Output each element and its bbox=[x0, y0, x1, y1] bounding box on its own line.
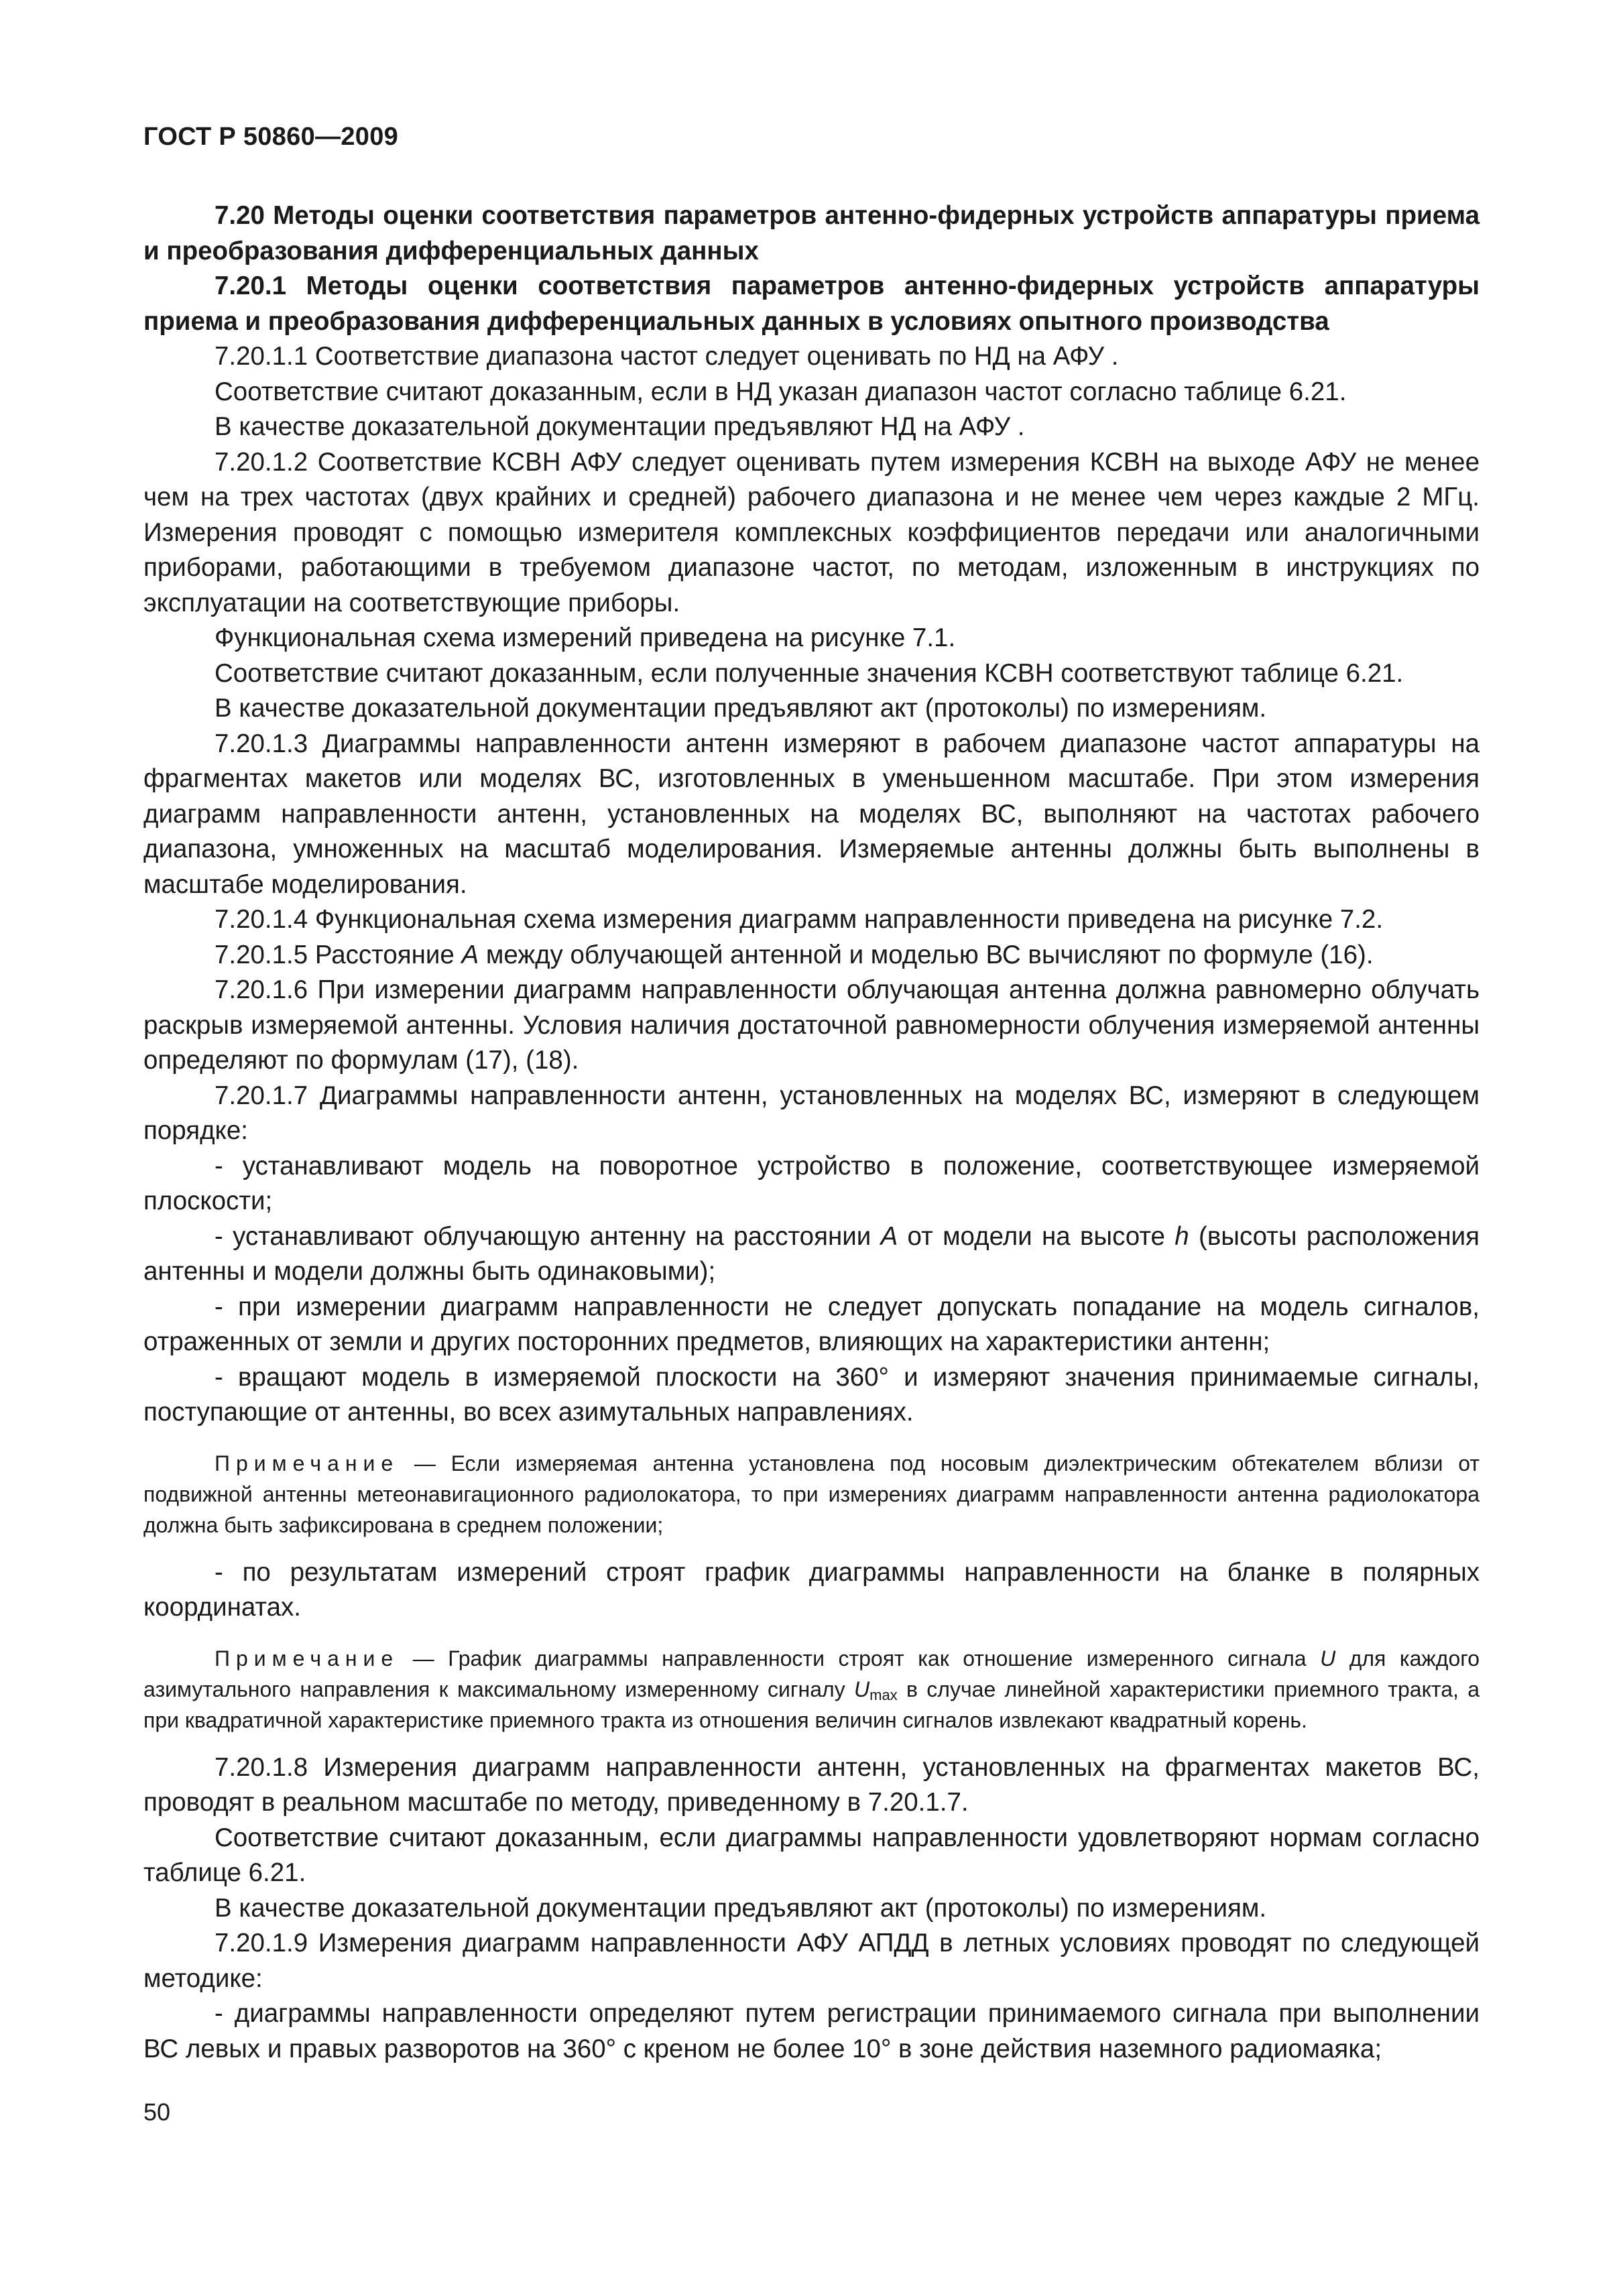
list-item: - при измерении диаграмм направленности не следует допускать попадание на модель сигналов, отраженных от земли и других посторонних предметов, влияющих на характеристики антенн; bbox=[143, 1292, 1480, 1356]
paragraph-7-20-1-5 bbox=[143, 938, 1480, 973]
paragraph-7-20-1-6: 7.20.1.6 При измерении диаграмм направленности облучающая антенна должна равномерно облучать раскрыв измеряемой антенны. Условия наличия достаточной равномерности облучения измеряемой антенны определяют по формулам (17), (18). bbox=[143, 975, 1480, 1075]
note-label: Примечание bbox=[215, 1451, 400, 1475]
document-id-header: ГОСТ Р 50860—2009 bbox=[143, 123, 399, 151]
note-text: — График диаграммы направленности строят как отношение измеренного сигнала bbox=[399, 1646, 1321, 1671]
paragraph: В качестве доказательной документации предъявляют акт (протоколы) по измерениям. bbox=[215, 1893, 1267, 1923]
note-text: в случае линейной характеристики приемного тракта, а при квадратичной характеристике приемного тракта из отношения величин сигналов извлекают квадратный корень. bbox=[143, 1677, 1480, 1732]
note-1 bbox=[143, 1448, 1480, 1540]
text-run: (высоты расположения антенны и модели должны быть одинаковыми); bbox=[143, 1221, 1480, 1286]
paragraph: В качестве доказательной документации предъявляют НД на АФУ . bbox=[215, 412, 1025, 441]
paragraph-7-20-1-4: 7.20.1.4 Функциональная схема измерения диаграмм направленности приведена на рисунке 7.2. bbox=[215, 905, 1384, 934]
paragraph-7-20-1-1: 7.20.1.1 Соответствие диапазона частот следует оценивать по НД на АФУ . bbox=[215, 342, 1119, 371]
paragraph-7-20-1-7: 7.20.1.7 Диаграммы направленности антенн, установленных на моделях ВС, измеряют в следующем порядке: bbox=[143, 1081, 1480, 1145]
variable-a: A bbox=[880, 1221, 898, 1251]
section-heading-7-20: 7.20 Методы оценки соответствия параметров антенно-фидерных устройств аппаратуры приема и преобразования дифференциальных данных bbox=[143, 201, 1480, 265]
note-label: Примечание bbox=[215, 1646, 400, 1671]
list-item: - устанавливают модель на поворотное устройство в положение, соответствующее измеряемой плоскости; bbox=[143, 1151, 1480, 1215]
variable-a: A bbox=[461, 940, 479, 969]
subscript-max: max bbox=[869, 1686, 898, 1703]
note-2 bbox=[143, 1643, 1480, 1736]
text-run: 7.20.1.5 Расстояние bbox=[215, 940, 462, 969]
list-item bbox=[143, 1219, 1480, 1290]
text-run: от модели на высоте bbox=[898, 1221, 1175, 1251]
variable-u-max: U bbox=[854, 1677, 870, 1701]
paragraph: Соответствие считают доказанным, если полученные значения КСВН соответствуют таблице 6.21. bbox=[215, 658, 1404, 688]
note-text: для каждого азимутального направления к максимальному измеренному сигналу bbox=[143, 1646, 1480, 1701]
paragraph: Функциональная схема измерений приведена на рисунке 7.1. bbox=[215, 623, 956, 652]
paragraph-7-20-1-2: 7.20.1.2 Соответствие КСВН АФУ следует оценивать путем измерения КСВН на выходе АФУ не менее чем на трех частотах (двух крайних и средней) рабочего диапазона и не менее чем через каждые 2 МГц. Измерения проводят с помощью измерителя комплексных коэффициентов передачи или аналогичными приборами, работающими в требуемом диапазоне частот, по методам, изложенным в инструкциях по эксплуатации на соответствующие приборы. bbox=[143, 447, 1480, 617]
text-run: между облучающей антенной и моделью ВС вычисляют по формуле (16). bbox=[479, 940, 1374, 969]
text-run: - устанавливают облучающую антенну на расстоянии bbox=[215, 1221, 881, 1251]
page-number: 50 bbox=[143, 2098, 171, 2126]
list-item: - диаграммы направленности определяют путем регистрации принимаемого сигнала при выполнении ВС левых и правых разворотов на 360° с креном не более 10° в зоне действия наземного радиомаяка; bbox=[143, 1999, 1480, 2063]
document-body bbox=[143, 198, 1480, 2067]
variable-u: U bbox=[1320, 1646, 1336, 1671]
list-item: - по результатам измерений строят график диаграммы направленности на бланке в полярных координатах. bbox=[143, 1557, 1480, 1622]
paragraph: В качестве доказательной документации предъявляют акт (протоколы) по измерениям. bbox=[215, 694, 1267, 723]
paragraph-7-20-1-3: 7.20.1.3 Диаграммы направленности антенн измеряют в рабочем диапазоне частот аппаратуры на фрагментах макетов или моделях ВС, изготовленных в уменьшенном масштабе. При этом измерения диаграмм направленности антенн, установленных на моделях ВС, выполняют на частотах рабочего диапазона, умноженных на масштаб моделирования. Измеряемые антенны должны быть выполнены в масштабе моделирования. bbox=[143, 729, 1480, 899]
paragraph-7-20-1-9: 7.20.1.9 Измерения диаграмм направленности АФУ АПДД в летных условиях проводят по следующей методике: bbox=[143, 1929, 1480, 1993]
paragraph: Соответствие считают доказанным, если в НД указан диапазон частот согласно таблице 6.21. bbox=[215, 377, 1347, 406]
section-heading-7-20-1: 7.20.1 Методы оценки соответствия параметров антенно-фидерных устройств аппаратуры приема и преобразования дифференциальных данных в условиях опытного производства bbox=[143, 271, 1480, 336]
paragraph: Соответствие считают доказанным, если диаграммы направленности удовлетворяют нормам согласно таблице 6.21. bbox=[143, 1823, 1480, 1887]
list-item: - вращают модель в измеряемой плоскости на 360° и измеряют значения принимаемые сигналы, поступающие от антенны, во всех азимутальных направлениях. bbox=[143, 1362, 1480, 1427]
variable-h: h bbox=[1175, 1221, 1189, 1251]
note-text: — Если измеряемая антенна установлена под носовым диэлектрическим обтекателем вблизи от подвижной антенны метеонавигационного радиолокатора, то при измерениях диаграмм направленности антенна радиолокатора должна быть зафиксирована в среднем положении; bbox=[143, 1451, 1480, 1537]
paragraph-7-20-1-8: 7.20.1.8 Измерения диаграмм направленности антенн, установленных на фрагментах макетов ВС, проводят в реальном масштабе по методу, приведенному в 7.20.1.7. bbox=[143, 1752, 1480, 1817]
